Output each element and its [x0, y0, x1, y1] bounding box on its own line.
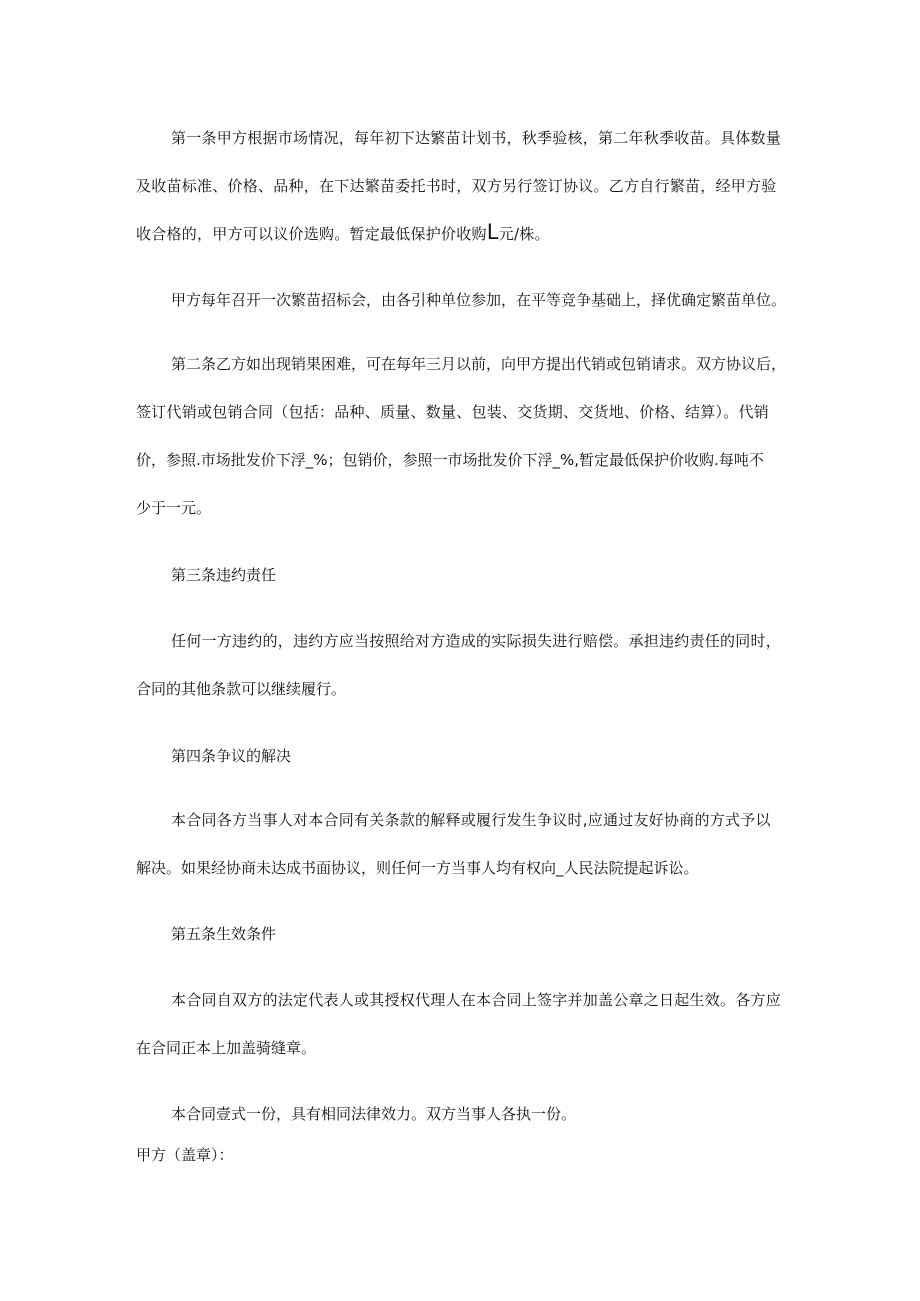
article-2-line-2: 签订代销或包销合同（包括：品种、质量、数量、包装、交货期、交货地、价格、结算）。代销 [136, 403, 770, 421]
article-5-heading: 第五条生效条件 [171, 925, 277, 943]
article-5-line-1: 本合同自双方的法定代表人或其授权代理人在本合同上签字并加盖公章之日起生效。各方应 [171, 991, 782, 1009]
article-2-line-3: 价，参照.市场批发价下浮_%；包销价，参照一市场批发价下浮_%,暂定最低保护价收购.每吨不 [136, 451, 764, 469]
article-1-line-2: 及收苗标准、价格、品种，在下达繁苗委托书时，双方另行签订协议。乙方自行繁苗，经甲方验 [136, 177, 777, 195]
article-4-line-1: 本合同各方当事人对本合同有关条款的解释或履行发生争议时,应通过友好协商的方式予以 [171, 811, 771, 829]
article-4-heading: 第四条争议的解决 [171, 747, 292, 765]
copies-paragraph: 本合同壹式一份，具有相同法律效力。双方当事人各执一份。 [171, 1105, 577, 1123]
price-unit: 元/株。 [498, 225, 550, 243]
article-4-line-2: 解决。如果经协商未达成书面协议，则任何一方当事人均有权向_人民法院提起诉讼。 [136, 859, 699, 877]
article-1-line-3-text: 收合格的，甲方可以议价选购。暂定最低保护价收购 [136, 225, 487, 243]
tender-paragraph: 甲方每年召开一次繁苗招标会，由各引种单位参加，在平等竞争基础上，择优确定繁苗单位。 [171, 291, 787, 309]
article-3-line-1: 任何一方违约的，违约方应当按照给对方造成的实际损失进行赔偿。承担违约责任的同时， [171, 632, 782, 650]
article-3-line-2: 合同的其他条款可以继续履行。 [136, 680, 347, 698]
article-3-heading: 第三条违约责任 [171, 566, 277, 584]
article-2-line-1: 第二条乙方如出现销果困难，可在每年三月以前，向甲方提出代销或包销请求。双方协议后， [171, 355, 787, 373]
party-a-signature-label: 甲方（盖章）： [136, 1146, 234, 1164]
price-placeholder: L [486, 220, 499, 244]
article-1-line-3 [136, 222, 550, 244]
article-5-line-2: 在合同正本上加盖骑缝章。 [136, 1039, 317, 1057]
article-2-line-4: 少于一元。 [136, 499, 212, 517]
article-1-line-1: 第一条甲方根据市场情况，每年初下达繁苗计划书，秋季验核，第二年秋季收苗。具体数量 [171, 129, 782, 147]
